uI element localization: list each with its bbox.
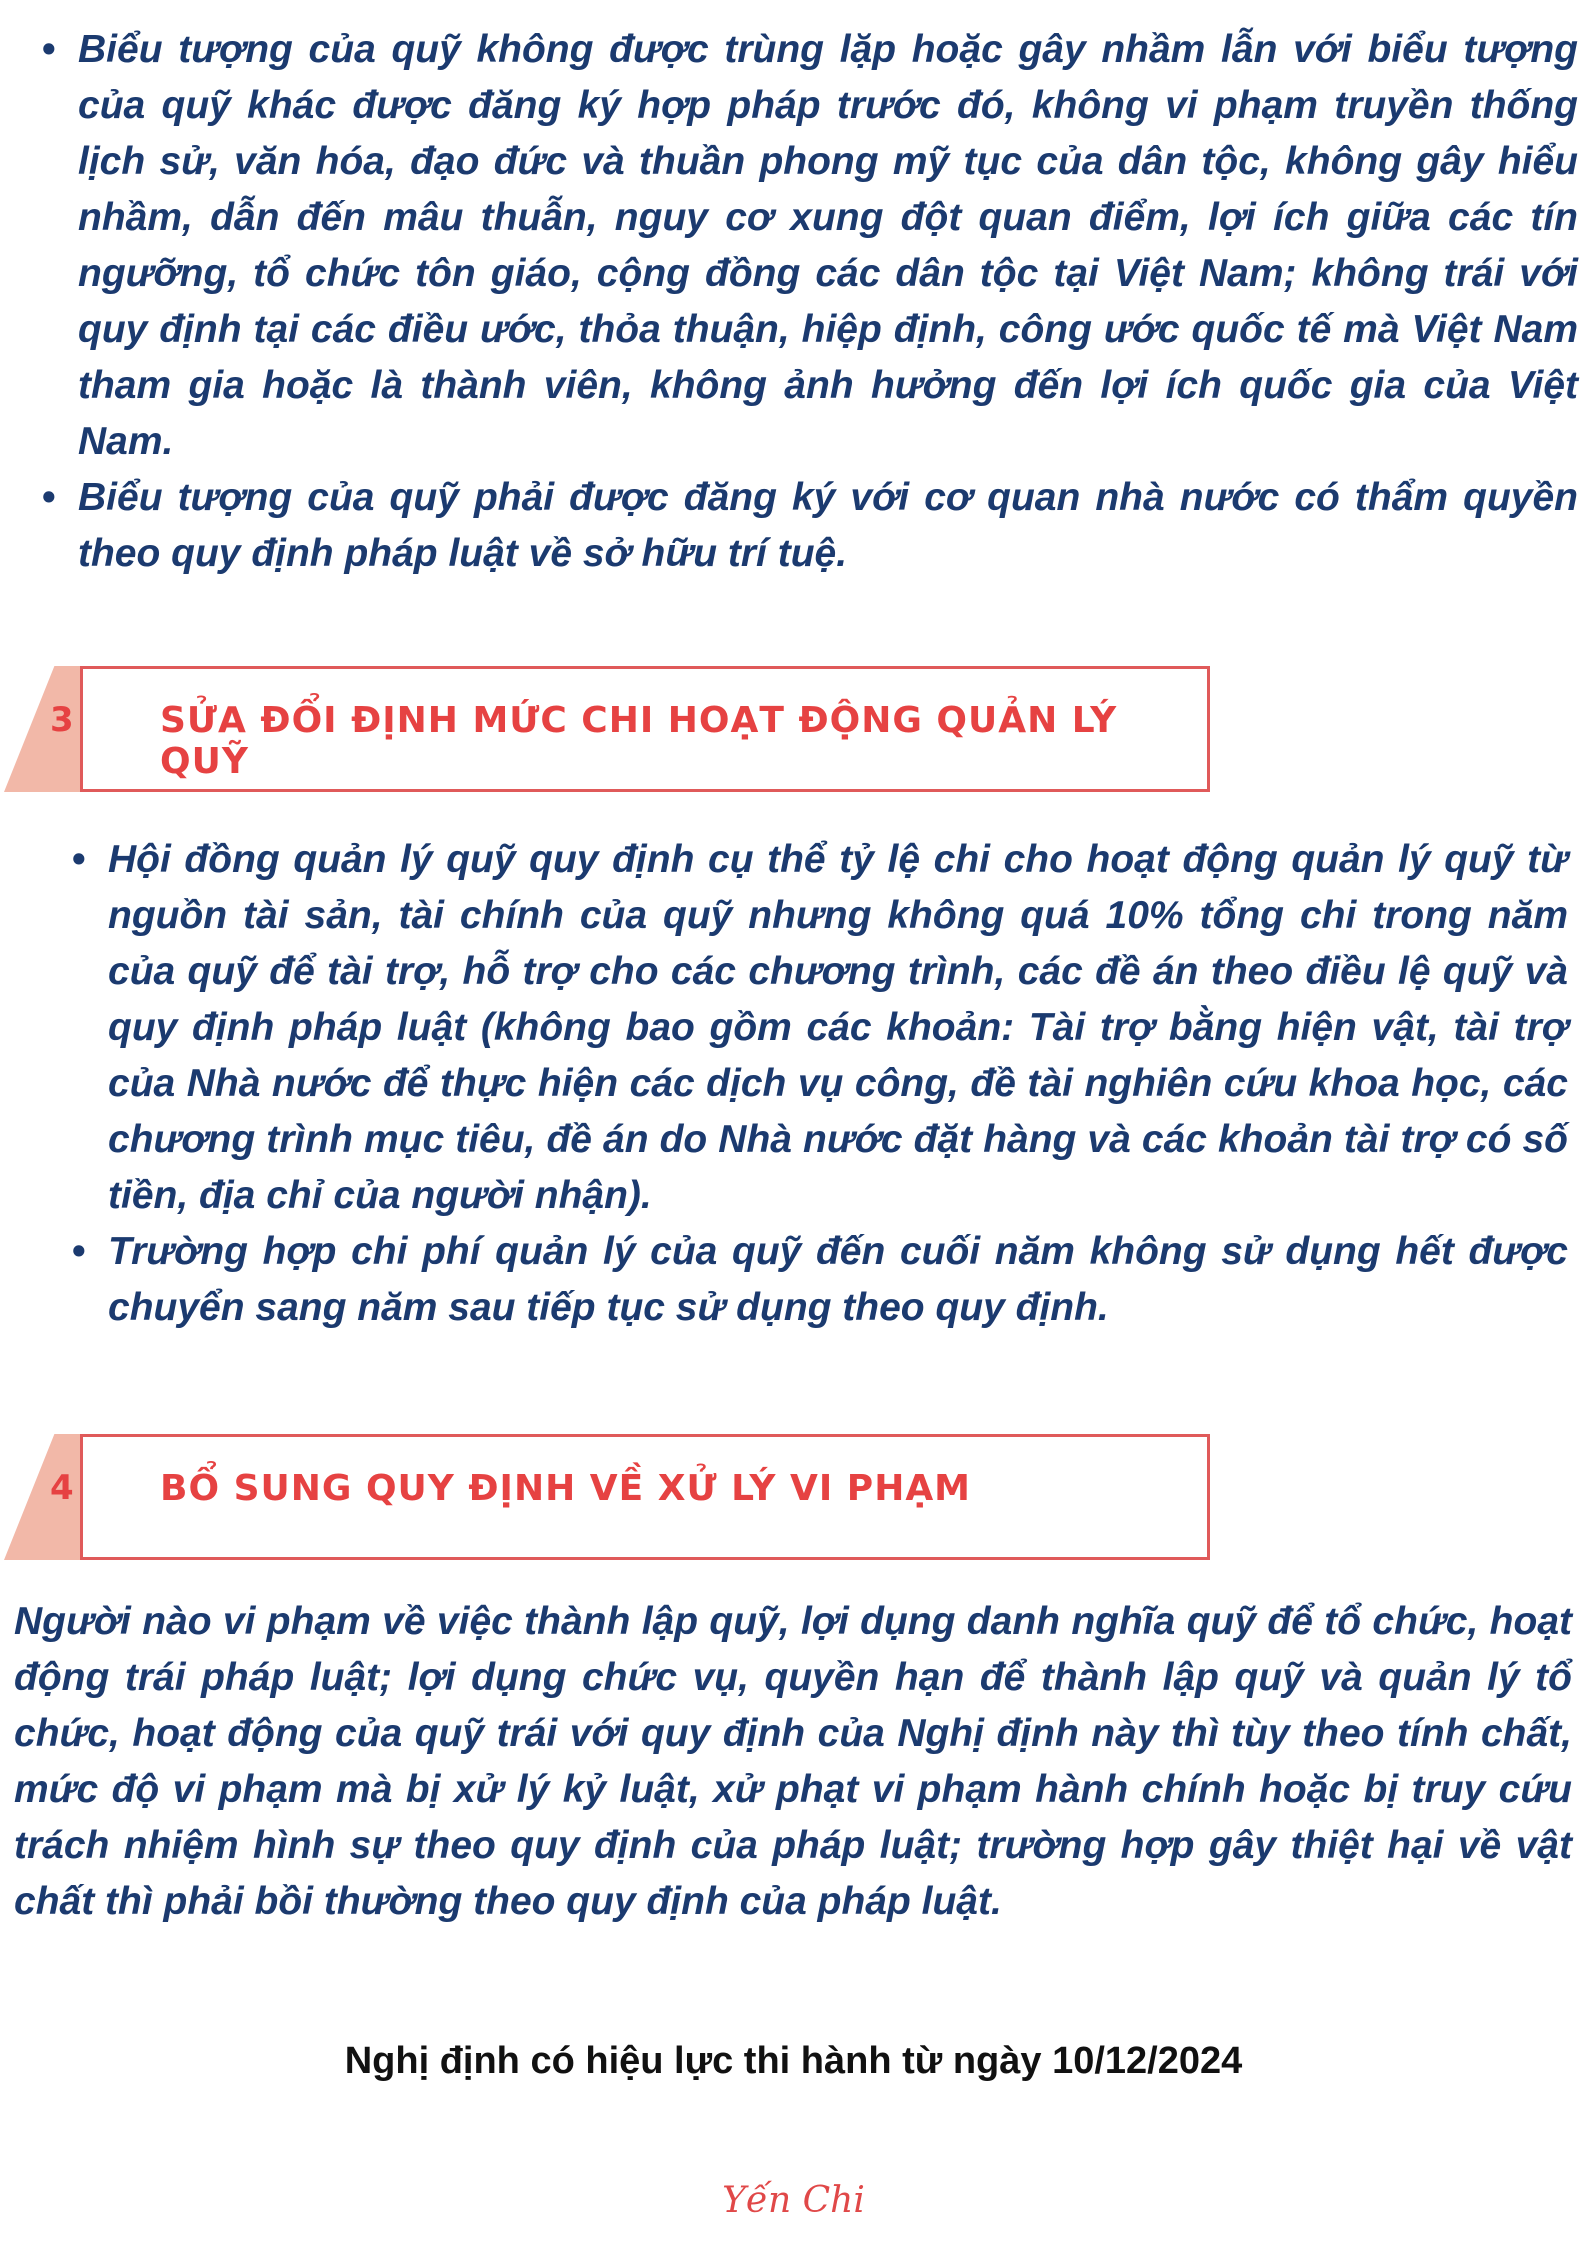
section-3-bullet-item: • Hội đồng quản lý quỹ quy định cụ thể tỷ lệ chi cho hoạt động quản lý quỹ từ nguồn tài sản, tài chính của quỹ nhưng không quá 10% tổng chi trong năm của quỹ để tài trợ, hỗ trợ cho các chương trình, các đề án theo điều lệ quỹ và quy định pháp luật (không bao gồm các khoản: Tài trợ bằng hiện vật, tài trợ của Nhà nước để thực hiện các dịch vụ công, đề tài nghiên cứu khoa học, các chương trình mục tiêu, đề án do Nhà nước đặt hàng và các khoản tài trợ có số tiền, địa chỉ của người nhận). [62,832,1568,1224]
intro-bullet-item: • Biểu tượng của quỹ không được trùng lặp hoặc gây nhầm lẫn với biểu tượng của quỹ khác được đăng ký hợp pháp trước đó, không vi phạm truyền thống lịch sử, văn hóa, đạo đức và thuần phong mỹ tục của dân tộc, không gây hiểu nhầm, dẫn đến mâu thuẫn, nguy cơ xung đột quan điểm, lợi ích giữa các tín ngưỡng, tổ chức tôn giáo, cộng đồng các dân tộc tại Việt Nam; không trái với quy định tại các điều ước, thỏa thuận, hiệp định, công ước quốc tế mà Việt Nam tham gia hoặc là thành viên, không ảnh hưởng đến lợi ích quốc gia của Việt Nam. [30,22,1578,470]
intro-bullet-item: • Biểu tượng của quỹ phải được đăng ký với cơ quan nhà nước có thẩm quyền theo quy định pháp luật về sở hữu trí tuệ. [30,470,1578,582]
section-4-number: 4 [50,1468,74,1508]
effective-date-note: Nghị định có hiệu lực thi hành từ ngày 10/12/2024 [344,2040,1243,2082]
section-4-paragraph: Người nào vi phạm về việc thành lập quỹ, lợi dụng danh nghĩa quỹ để tổ chức, hoạt động trái pháp luật; lợi dụng chức vụ, quyền hạn để thành lập quỹ và quản lý tổ chức, hoạt động của quỹ trái với quy định của Nghị định này thì tùy theo tính chất, mức độ vi phạm mà bị xử lý kỷ luật, xử phạt vi phạm hành chính hoặc bị truy cứu trách nhiệm hình sự theo quy định của pháp luật; trường hợp gây thiệt hại về vật chất thì phải bồi thường theo quy định của pháp luật. [14,1600,1572,1923]
section-3-number: 3 [50,700,74,740]
intro-bullet-list [30,22,1578,582]
section-4-title: BỔ SUNG QUY ĐỊNH VỀ XỬ LÝ VI PHẠM [160,1468,972,1509]
section-4-header [0,1434,1210,1564]
section-3-bullet-item: • Trường hợp chi phí quản lý của quỹ đến cuối năm không sử dụng hết được chuyển sang năm sau tiếp tục sử dụng theo quy định. [62,1224,1568,1336]
section-3-bullet-list [62,832,1568,1336]
section-3-title: SỬA ĐỔI ĐỊNH MỨC CHI HOẠT ĐỘNG QUẢN LÝ QUỸ [160,700,1118,782]
section-3-header [0,666,1210,796]
author-signature: Yến Chi [722,2180,865,2221]
